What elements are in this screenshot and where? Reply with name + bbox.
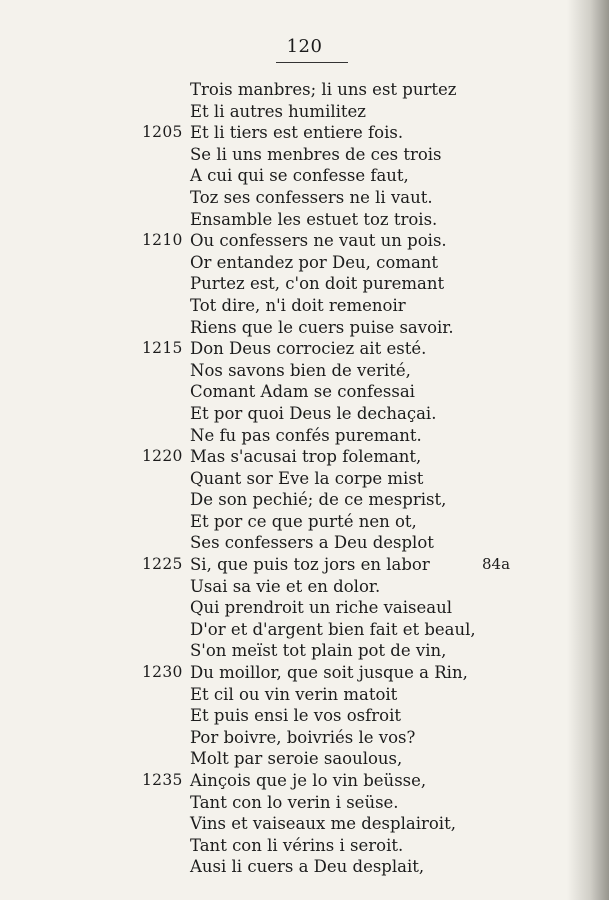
verse-text: D'or et d'argent bien fait et beaul, xyxy=(190,619,476,639)
verse-line xyxy=(0,684,609,706)
verse-line xyxy=(0,662,609,684)
verse-text: Usai sa vie et en dolor. xyxy=(190,576,381,596)
verse-line xyxy=(0,122,609,144)
verse-line xyxy=(0,792,609,814)
line-number: 1235 xyxy=(142,771,183,789)
verse-line xyxy=(0,273,609,295)
verse-text: S'on meïst tot plain pot de vin, xyxy=(190,641,447,661)
verse-text: Et puis ensi le vos osfroit xyxy=(190,706,401,726)
verse-line xyxy=(0,489,609,511)
verse-text: Or entandez por Deu, comant xyxy=(190,252,439,272)
verse-line xyxy=(0,230,609,252)
verse-line xyxy=(0,317,609,339)
verse-line xyxy=(0,252,609,274)
verse-line xyxy=(0,425,609,447)
verse-block xyxy=(0,79,609,878)
page-number: 120 xyxy=(286,36,323,57)
verse-text: Tant con li vérins i seroit. xyxy=(190,835,404,855)
verse-text: A cui qui se confesse faut, xyxy=(190,166,409,186)
verse-text: Et li tiers est entiere fois. xyxy=(190,123,404,143)
verse-text: Comant Adam se confessai xyxy=(190,382,415,402)
verse-line xyxy=(0,640,609,662)
verse-text: Tot dire, n'i doit remenoir xyxy=(190,295,406,315)
verse-line xyxy=(0,381,609,403)
verse-text: Quant sor Eve la corpe mist xyxy=(190,468,424,488)
marginal-folio-note: 84a xyxy=(482,555,511,574)
verse-text: De son pechié; de ce mesprist, xyxy=(190,490,447,510)
verse-text: Et por quoi Deus le dechaçai. xyxy=(190,403,437,423)
verse-line xyxy=(0,79,609,101)
verse-text: Toz ses confessers ne li vaut. xyxy=(190,187,433,207)
line-number: 1210 xyxy=(142,231,183,250)
verse-text: Ensamble les estuet toz trois. xyxy=(190,209,438,229)
verse-text: Ainçois que je lo vin beüsse, xyxy=(190,771,427,790)
verse-text: Ausi li cuers a Deu desplait, xyxy=(190,857,425,877)
verse-line xyxy=(0,813,609,835)
verse-line xyxy=(0,597,609,619)
verse-text: Du moillor, que soit jusque a Rin, xyxy=(190,663,468,683)
verse-text: Nos savons bien de verité, xyxy=(190,360,411,380)
line-number: 1205 xyxy=(142,123,183,142)
verse-line xyxy=(0,532,609,554)
verse-line xyxy=(0,468,609,490)
verse-text: Et cil ou vin verin matoit xyxy=(190,684,398,704)
line-number: 1215 xyxy=(142,339,183,358)
verse-text: Ses confessers a Deu desplot xyxy=(190,533,434,553)
verse-text: Molt par seroie saoulous, xyxy=(190,749,403,769)
line-number: 1220 xyxy=(142,447,183,466)
verse-text: Ne fu pas confés puremant. xyxy=(190,425,422,445)
verse-line xyxy=(0,209,609,231)
verse-text: Si, que puis toz jors en labor xyxy=(190,555,430,575)
page-number-rule xyxy=(276,62,348,63)
verse-line xyxy=(0,101,609,123)
verse-text: Et por ce que purté nen ot, xyxy=(190,511,417,531)
verse-line xyxy=(0,856,609,878)
verse-line xyxy=(0,360,609,382)
verse-line xyxy=(0,705,609,727)
verse-line xyxy=(0,338,609,360)
verse-text: Vins et vaiseaux me desplairoit, xyxy=(190,814,456,834)
verse-line xyxy=(0,748,609,770)
verse-line xyxy=(0,187,609,209)
verse-line xyxy=(0,403,609,425)
verse-text: Ou confessers ne vaut un pois. xyxy=(190,231,447,251)
verse-text: Don Deus corrociez ait esté. xyxy=(190,339,427,359)
verse-line xyxy=(0,619,609,641)
verse-line xyxy=(0,165,609,187)
verse-line xyxy=(0,576,609,598)
verse-text: Qui prendroit un riche vaiseaul xyxy=(190,598,453,618)
verse-line xyxy=(0,144,609,166)
verse-line xyxy=(0,770,609,792)
verse-line xyxy=(0,727,609,749)
verse-line xyxy=(0,511,609,533)
verse-text: Et li autres humilitez xyxy=(190,101,366,121)
verse-line xyxy=(0,835,609,857)
line-number: 1230 xyxy=(142,663,183,682)
verse-line xyxy=(0,446,609,468)
verse-line xyxy=(0,295,609,317)
verse-text: Se li uns menbres de ces trois xyxy=(190,144,442,164)
line-number: 1225 xyxy=(142,555,183,574)
verse-line xyxy=(0,554,609,576)
verse-text: Riens que le cuers puise savoir. xyxy=(190,317,454,337)
verse-text: Trois manbres; li uns est purtez xyxy=(190,80,457,99)
verse-text: Purtez est, c'on doit puremant xyxy=(190,274,445,294)
verse-text: Por boivre, boivriés le vos? xyxy=(190,727,416,747)
verse-text: Tant con lo verin i seüse. xyxy=(190,792,399,812)
verse-text: Mas s'acusai trop folemant, xyxy=(190,447,422,467)
